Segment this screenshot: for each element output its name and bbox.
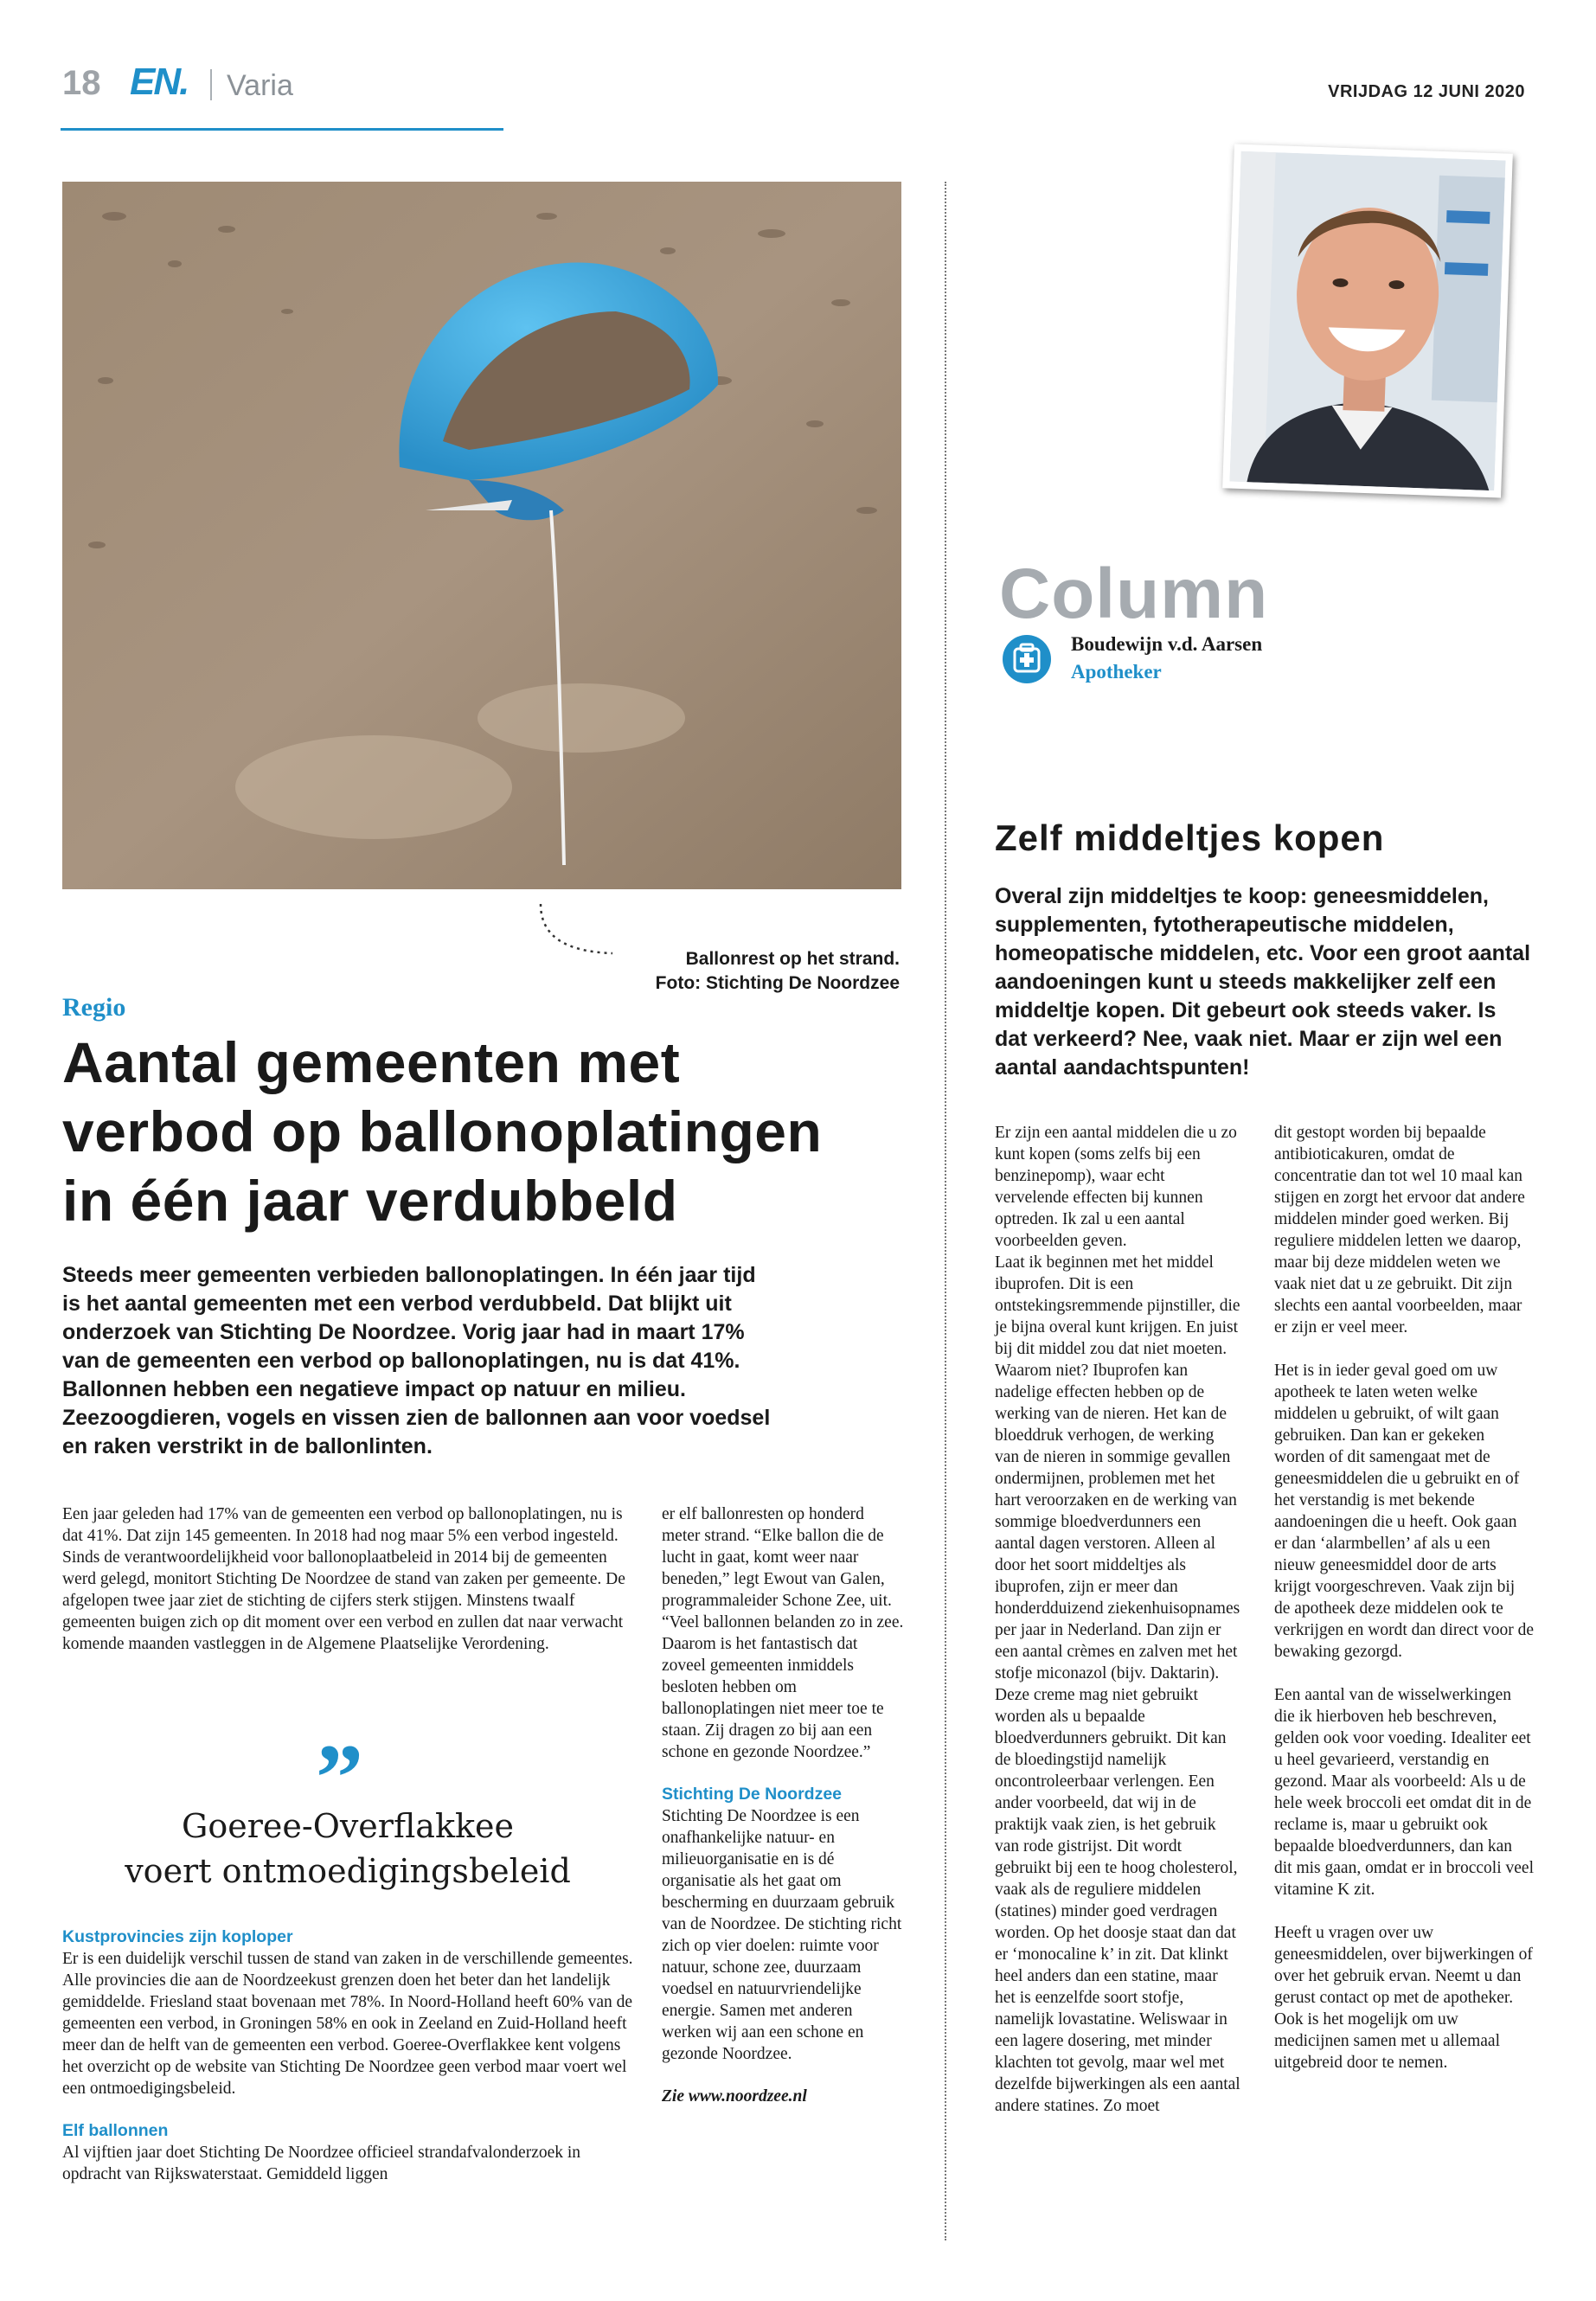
column-paragraph: Laat ik beginnen met het middel ibuprofen. Dit is een ontstekingsremmende pijnstiller, die je bijna overal kunt krijgen. En juist bij dit middel zou dat niet moeten. Waarom niet? Ibuprofen kan nadelige effecten hebben op de werking van de nieren. Het kan de bloeddruk verhogen, de werking van de nieren in sommige gevallen ondermijnen, problemen met het hart veroorzaken en de werking van sommige bloedverdunners een aantal dagen verstoren. Alleen al door het soort middeltjes als ibuprofen, zijn er meer dan honderdduizend ziekenhuisopnames per jaar in Nederland. Dan zijn er een aantal crèmes en zalven met het stofje miconazol (bijv. Daktarin). Deze creme mag niet gebruikt worden als u bepaalde bloedverdunners gebruikt. Dit kan de bloedingstijd namelijk oncontroleerbaar verlengen. Een ander voorbeeld, dat wij in de praktijk vaak zien, is het gebruik van rode gistrijst. Dit wordt gebruikt bij een te hoog cholesterol, vaak als de reguliere middelen (statines) minder goed verdragen worden. Op het doosje staat dan dat er ‘monocaline k’ in zit. Dat klinkt heel anders dan een statine, maar het is eenzelfde soort stofje, namelijk lovastatine. Weliswaar in een lagere dosering, met minder klachten tot gevolg, maar wel met dezelfde bijwerkingen als een aantal andere statines. Zo moet: [995, 1253, 1240, 2115]
section-name: Varia: [227, 69, 293, 102]
quote-icon: ”: [316, 1725, 363, 1830]
author-name: Boudewijn v.d. Aarsen: [1071, 633, 1263, 655]
column-paragraph: Er zijn een aantal middelen die u zo kunt kopen (soms zelfs bij een benzinepomp), waar echt vervelende effecten bij kunnen optreden. Ik zal u een aantal voorbeelden geven.: [995, 1124, 1237, 1250]
column-text-right: [1274, 1122, 1534, 2073]
article-paragraph: Al vijftien jaar doet Stichting De Noordzee officieel strandafvalonderzoek in opdracht van Rijkswaterstaat. Gemiddeld liggen: [62, 2144, 581, 2183]
medical-cross-icon: [1002, 634, 1052, 684]
column-paragraph: Heeft u vragen over uw geneesmiddelen, over bijwerkingen of over het gebruik ervan. Neemt u dan gerust contact op met de apotheker. Ook is het mogelijk om uw medicijnen samen met u allemaal uitgebreid door te nemen.: [1274, 1924, 1533, 2072]
beach-balloon-photo: [62, 182, 901, 889]
column-paragraph: Het is in ieder geval goed om uw apotheek te laten weten welke middelen u gebruikt, of wilt gaan gebruiken. Dan kan er gekeken worden of dit samengaat met de geneesmiddelen die u gebruikt en of het verstandig is met bekende aandoeningen die u heeft. Ook gaan er dan ‘alarmbellen’ af als u een nieuw geneesmiddel door de arts krijgt voorgeschreven. Vaak zijn bij de apotheek deze middelen ook te verkrijgen en wordt dan direct voor de bewaking gezorgd.: [1274, 1362, 1534, 1661]
article-subhead: Stichting De Noordzee: [662, 1785, 843, 1804]
photo-caption-line: Ballonrest op het strand.: [685, 949, 900, 969]
article-column-right: [662, 1503, 904, 2107]
column-divider: [945, 182, 946, 2240]
article-paragraph: Een jaar geleden had 17% van de gemeenten een verbod op ballonoplatingen, nu is dat 41%. Dat zijn 145 gemeenten. In 2018 had nog maar 5% een verbod ingesteld. Sinds de verantwoordelijkheid voor ballonoplaatbeleid in 2014 bij de gemeenten werd gelegd, monitort Stichting De Noordzee de stand van zaken per gemeente. De afgelopen twee jaar ziet de stichting de cijfers sterk stijgen. Minstens twaalf gemeenten buigen zich op dit moment over een verbod en zullen dat naar verwacht komende maanden vastleggen in de Algemene Plaatselijke Verordening.: [62, 1505, 625, 1653]
pull-quote: [62, 1804, 633, 1894]
article-column-left-top: [62, 1503, 633, 1655]
issue-date: VRIJDAG 12 JUNI 2020: [1328, 82, 1525, 101]
author-portrait: [1229, 151, 1505, 490]
article-subhead: Kustprovincies zijn koploper: [62, 1927, 293, 1946]
page-number: 18: [62, 64, 101, 102]
article-column-left-bottom: [62, 1926, 633, 2185]
newspaper-logo: EN.: [130, 61, 189, 103]
column-title: Column: [999, 554, 1269, 633]
article-paragraph: Er is een duidelijk verschil tussen de stand van zaken in de verschillende gemeentes. Alle provincies die aan de Noordzeekust grenzen doen het beter dan het landelijk gemiddelde. Friesland staat bovenaan met 78%. In Noord-Holland heeft 60% van de gemeenten een verbod, in Groningen 58% en ook in Zeeland en Zuid-Holland heeft meer dan de helft van de gemeenten een verbod. Goeree-Overflakkee kent volgens het overzicht op de website van Stichting De Noordzee geen verbod maar voert wel een ontmoedigingsbeleid.: [62, 1950, 633, 2098]
article-paragraph: Stichting De Noordzee is een onafhankelijke natuur- en milieuorganisatie en is dé organisatie als het gaat om bescherming en duurzaam gebruik van de Noordzee. De stichting richt zich op vier doelen: ruimte voor natuur, schone zee, duurzaam voedsel en natuurvriendelijke energie. Samen met anderen werken wij aan een schone en gezonde Noordzee.: [662, 1807, 902, 2063]
article-headline: [62, 1028, 919, 1235]
section-label: Regio: [62, 993, 126, 1022]
pull-quote-line: voert ontmoedigingsbeleid: [125, 1852, 571, 1890]
column-paragraph: Een aantal van de wisselwerkingen die ik hierboven heb beschreven, gelden ook voor voeding. Idealiter eet u heel gevarieerd, verstandig en gezond. Maar als voorbeeld: Als u de hele week broccoli eet omdat dit in de reclame is, maar u gebruikt ook bepaalde bloedverdunners, dan kan dit mis gaan, omdat er in broccoli veel vitamine K zit.: [1274, 1686, 1534, 1899]
headline-line: verbod op ballonoplatingen: [62, 1099, 823, 1163]
author-photo-frame: [1222, 144, 1513, 498]
column-text-left: [995, 1122, 1241, 2117]
column-headline: Zelf middeltjes kopen: [995, 817, 1385, 858]
column-lead: Overal zijn middeltjes te koop: geneesmiddelen, supplementen, fytotherapeutische middelen, homeopatische middelen, etc. Voor een groot aantal aandoeningen kunt u steeds makkelijker zelf een middeltje kopen. Dit gebeurt ook steeds vaker. Is dat verkeerd? Nee, vaak niet. Maar er zijn wel een aantal aandachtspunten!: [995, 884, 1531, 1080]
author-role: Apotheker: [1071, 661, 1162, 683]
article-subhead: Elf ballonnen: [62, 2121, 169, 2140]
article-paragraph: er elf ballonresten op honderd meter strand. “Elke ballon die de lucht in gaat, komt weer naar beneden,” legt Ewout van Galen, programmaleider Schone Zee, uit. “Veel ballonnen belanden zo in zee. Daarom is het fantastisch dat zoveel gemeenten inmiddels besloten hebben om ballonoplatingen niet meer toe te staan. Zij dragen zo bij aan een schone en gezonde Noordzee.”: [662, 1505, 904, 1761]
header-rule: [61, 128, 503, 131]
photo-caption: [484, 947, 900, 996]
headline-line: Aantal gemeenten met: [62, 1030, 681, 1094]
website-link[interactable]: Zie www.noordzee.nl: [662, 2087, 807, 2106]
headline-line: in één jaar verdubbeld: [62, 1169, 678, 1233]
article-lead: Steeds meer gemeenten verbieden ballonoplatingen. In één jaar tijd is het aantal gemeenten met een verbod verdubbeld. Dat blijkt uit onderzoek van Stichting De Noordzee. Vorig jaar had in maart 17% van de gemeenten een verbod op ballonoplatingen, nu is dat 41%. Ballonnen hebben een negatieve impact op natuur en milieu. Zeezoogdieren, vogels en vissen zien de ballonnen aan voor voedsel en raken verstrikt in de ballonlinten.: [62, 1263, 771, 1458]
column-paragraph: dit gestopt worden bij bepaalde antibioticakuren, omdat de concentratie dan tot wel 10 maal kan stijgen en zorgt het ervoor dat andere middelen minder goed werken. Bij reguliere middelen letten we daarop, maar bij deze middelen weten we vaak niet dat u ze gebruikt. Dit zijn slechts een aantal voorbeelden, maar er zijn er veel meer.: [1274, 1124, 1525, 1336]
photo-credit: Foto: Stichting De Noordzee: [655, 973, 900, 993]
pull-quote-line: Goeree-Overflakkee: [181, 1807, 514, 1845]
header-separator: [210, 69, 212, 100]
